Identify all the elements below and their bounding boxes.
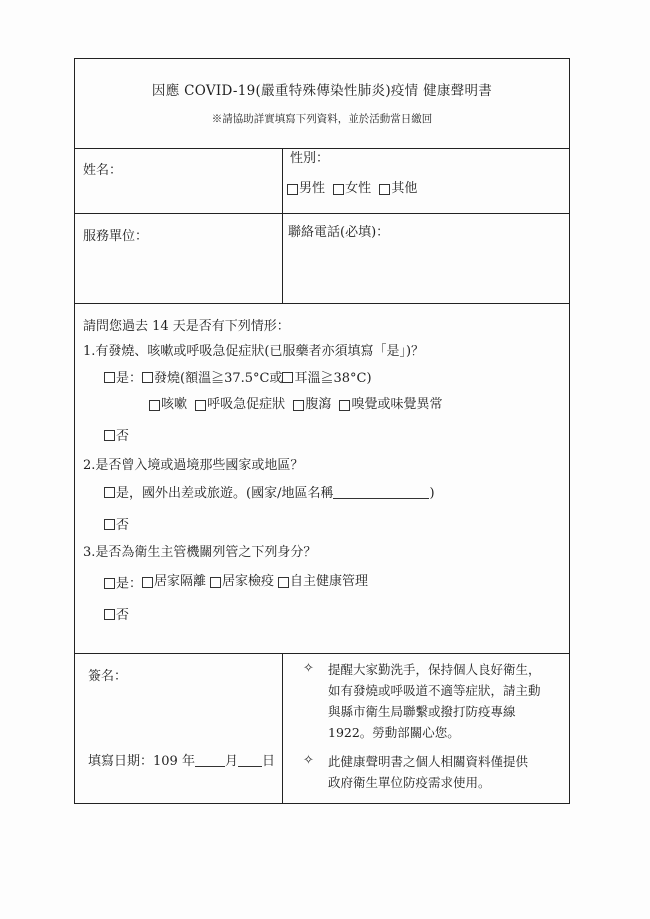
q1-symptoms-row <box>149 397 446 416</box>
q1-yes-row: 是： 發燒(額溫≧37.5°C或 耳溫≧38°C) <box>104 371 372 387</box>
divider-col-bottom <box>282 653 283 803</box>
gender-option-female[interactable]: 女性 <box>333 181 371 197</box>
q3-no-option[interactable]: 否 <box>104 608 129 624</box>
checkbox-other[interactable] <box>379 184 390 195</box>
q3-home-isolation-option[interactable]: 居家隔離 <box>142 574 206 590</box>
divider-questions <box>75 653 569 654</box>
q2-yes-checkbox[interactable] <box>104 487 115 498</box>
day-input[interactable] <box>238 756 262 767</box>
q1-fever-checkbox[interactable] <box>142 372 153 383</box>
fill-date-row: 填寫日期：109 年 月 日 <box>88 754 275 769</box>
gender-label: 性別： <box>290 151 330 166</box>
q3-self-monitoring-checkbox[interactable] <box>278 577 289 588</box>
name-field[interactable]: 姓名： <box>83 163 123 178</box>
month-input[interactable] <box>195 756 225 767</box>
q1-diarrhea-option[interactable]: 腹瀉 <box>293 397 331 413</box>
q3-self-monitoring-option[interactable]: 自主健康管理 <box>278 574 368 590</box>
q2-no-checkbox[interactable] <box>104 519 115 530</box>
gender-options <box>287 181 421 200</box>
q2-yes-row: 是，國外出差或旅遊。(國家/地區名稱 ) <box>104 486 435 502</box>
q1-breath-checkbox[interactable] <box>195 400 206 411</box>
note-bullet-icon: ✧ <box>303 661 314 676</box>
note-reminder: 提醒大家勤洗手，保持個人良好衛生， 如有發燒或呼吸道不適等症狀，請主動 與縣市衛生局聯繫或撥打防疫專線 1922。勞動部關心您。 <box>328 662 541 740</box>
gender-option-other[interactable]: 其他 <box>379 181 417 197</box>
q1-smell-checkbox[interactable] <box>339 400 350 411</box>
note-bullet-icon: ✧ <box>303 753 314 768</box>
q3-no-checkbox[interactable] <box>104 609 115 620</box>
checkbox-male[interactable] <box>287 184 298 195</box>
q2-no-option[interactable]: 否 <box>104 518 129 534</box>
q3-yes-row: 是： 居家隔離 居家檢疫 自主健康管理 <box>104 574 372 593</box>
phone-field[interactable]: 聯絡電話(必填)： <box>288 225 390 240</box>
divider-header <box>75 148 569 149</box>
q1-diarrhea-checkbox[interactable] <box>293 400 304 411</box>
q1-ear-checkbox[interactable] <box>282 372 293 383</box>
q3-home-isolation-checkbox[interactable] <box>142 577 153 588</box>
questions-intro: 請問您過去 14 天是否有下列情形： <box>83 319 290 334</box>
gender-option-male[interactable]: 男性 <box>287 181 325 197</box>
q1-breath-option[interactable]: 呼吸急促症狀 <box>195 397 285 413</box>
q1-smell-option[interactable]: 嗅覺或味覺異常 <box>339 397 442 413</box>
divider-row2 <box>75 303 569 304</box>
question-1: 1.有發燒、咳嗽或呼吸急促症狀(已服藥者亦須填寫「是」)？ <box>83 344 425 359</box>
q1-yes-checkbox[interactable] <box>104 372 115 383</box>
signature-field[interactable]: 簽名： <box>88 669 128 684</box>
divider-row1 <box>75 213 569 214</box>
q1-no-checkbox[interactable] <box>104 430 115 441</box>
note-privacy: 此健康聲明書之個人相關資料僅提供 政府衛生單位防疫需求使用。 <box>328 754 529 790</box>
q2-country-input[interactable] <box>333 488 429 499</box>
q3-home-quarantine-checkbox[interactable] <box>210 577 221 588</box>
q3-yes-checkbox[interactable] <box>104 578 115 589</box>
checkbox-female[interactable] <box>333 184 344 195</box>
q1-cough-checkbox[interactable] <box>149 400 160 411</box>
health-declaration-form <box>74 58 570 804</box>
q1-cough-option[interactable]: 咳嗽 <box>149 397 187 413</box>
divider-col-top <box>282 148 283 303</box>
question-2: 2.是否曾入境或過境那些國家或地區？ <box>83 458 304 473</box>
form-title: 因應 COVID-19(嚴重特殊傳染性肺炎)疫情 健康聲明書 <box>151 83 493 99</box>
unit-field[interactable]: 服務單位： <box>83 229 149 244</box>
form-subtitle: ※請協助詳實填寫下列資料，並於活動當日繳回 <box>211 113 433 125</box>
q3-home-quarantine-option[interactable]: 居家檢疫 <box>210 574 274 590</box>
question-3: 3.是否為衛生主管機關列管之下列身分？ <box>83 545 317 560</box>
q1-no-option[interactable]: 否 <box>104 429 129 445</box>
